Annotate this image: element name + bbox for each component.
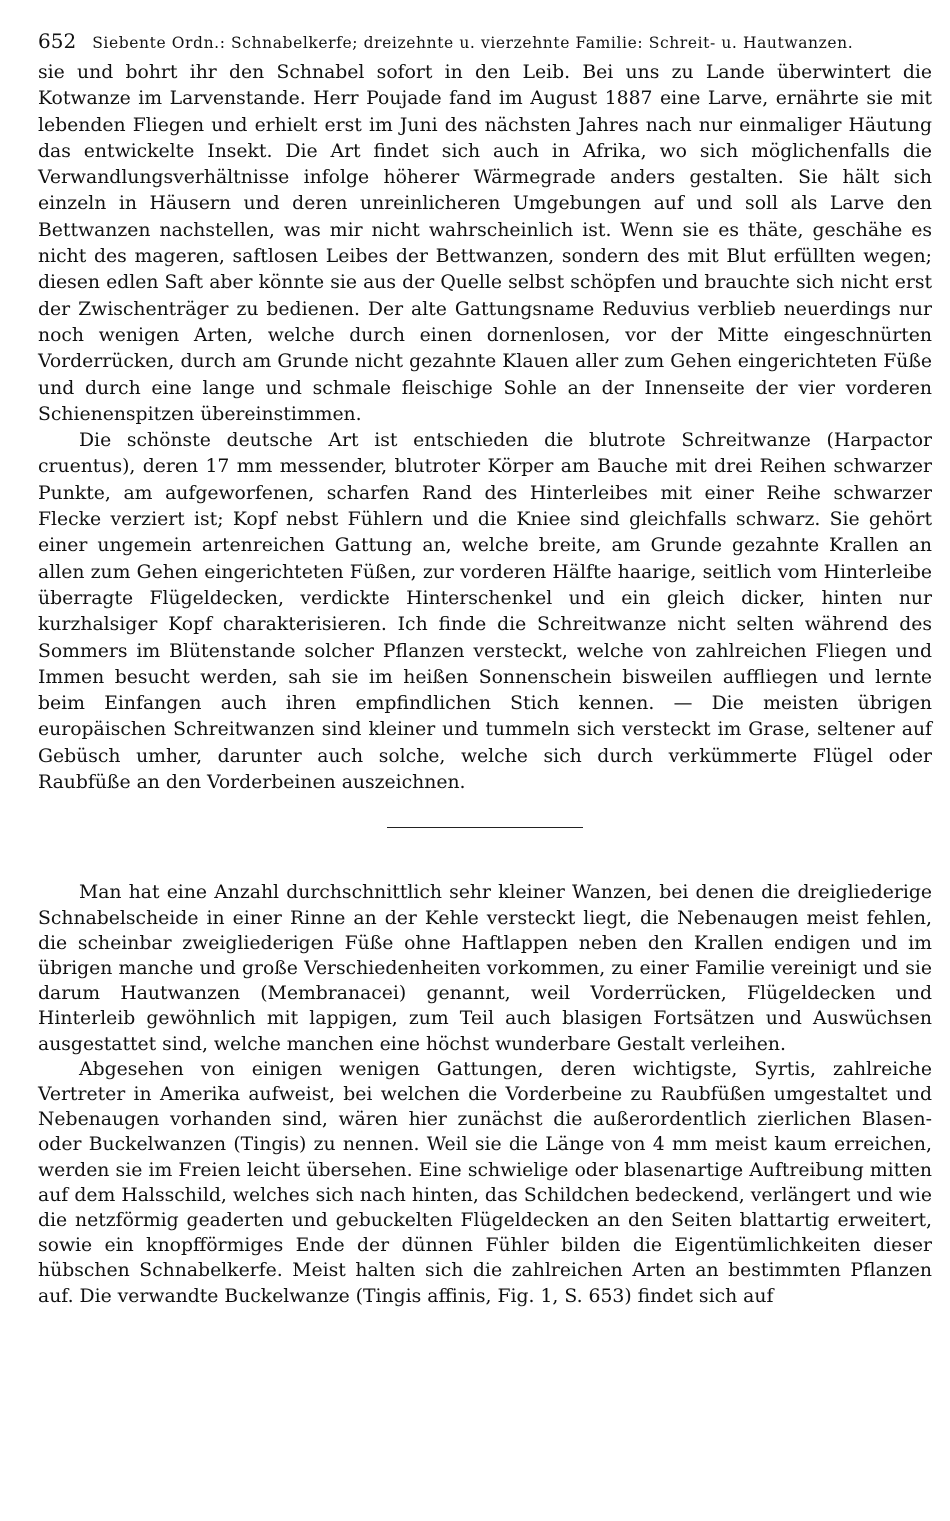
running-header — [38, 30, 932, 54]
paragraph-1: sie und bohrt ihr den Schnabel sofort in den Leib. Bei uns zu Lande überwintert die Kotwanze im Larvenstande. Herr Poujade fand im August 1887 eine Larve, ernährte sie mit lebenden Fliegen und erhielt erst im Juni des nächsten Jahres nach nur einmaliger Häutung das entwickelte Insekt. Die Art findet sich auch in Afrika, wo sich möglichenfalls die Verwandlungsverhältnisse infolge höherer Wärmegrade anders gestalten. Sie hält sich einzeln in Häusern und deren unreinlicheren Umgebungen auf und soll als Larve den Bettwanzen nachstellen, was mir nicht wahrscheinlich ist. Wenn sie es thäte, geschähe es nicht des mageren, saftlosen Leibes der Bettwanzen, sondern des mit Blut erfüllten wegen; diesen edlen Saft aber könnte sie aus der Quelle selbst schöpfen und brauchte sich nicht erst der Zwischenträger zu bedienen. Der alte Gattungsname Reduvius verblieb neuerdings nur noch wenigen Arten, welche durch einen dornenlosen, vor der Mitte eingeschnürten Vorderrücken, durch am Grunde nicht gezahnte Klauen aller zum Gehen eingerichteten Füße und durch eine lange und schmale fleischige Sohle an der Innenseite der vier vorderen Schienenspitzen übereinstimmen. — [38, 62, 932, 425]
paragraph-3: Man hat eine Anzahl durchschnittlich sehr kleiner Wanzen, bei denen die dreigliederige Schnabelscheide in einer Rinne an der Kehle versteckt liegt, die Nebenaugen meist fehlen, die scheinbar zweigliederigen Füße ohne Haftlappen neben den Krallen endigen und im übrigen manche und große Verschiedenheiten vorkommen, zu einer Familie vereinigt und sie darum Hautwanzen (Membranacei) genannt, weil Vorderrücken, Flügeldecken und Hinterleib gewöhnlich mit lappigen, zum Teil auch blasigen Fortsätzen und Auswüchsen ausgestattet sind, welche manchen eine höchst wunderbare Gestalt verleihen. — [38, 882, 932, 1055]
section-schreitwanzen — [38, 60, 932, 796]
section-divider — [387, 827, 583, 828]
running-title: Siebente Ordn.: Schnabelkerfe; dreizehnte u. vierzehnte Familie: Schreit- u. Hautwanzen. — [92, 34, 854, 52]
book-page — [38, 30, 932, 1309]
page-number: 652 — [38, 29, 77, 53]
paragraph-2: Die schönste deutsche Art ist entschieden die blutrote Schreitwanze (Harpactor cruentus), deren 17 mm messender, blutroter Körper am Bauche mit drei Reihen schwarzer Punkte, am aufgeworfenen, scharfen Rand des Hinterleibes mit einer Reihe schwarzer Flecke verziert ist; Kopf nebst Fühlern und die Kniee sind gleichfalls schwarz. Sie gehört einer ungemein artenreichen Gattung an, welche breite, am Grunde gezahnte Krallen an allen zum Gehen eingerichteten Füßen, zur vorderen Hälfte haarige, seitlich vom Hinterleibe überragte Flügeldecken, verdickte Hinterschenkel und ein gleich dicker, hinten nur kurzhalsiger Kopf charakterisieren. Ich finde die Schreitwanze nicht selten während des Sommers im Blütenstande solcher Pflanzen versteckt, welche von zahlreichen Fliegen und Immen besucht werden, sah sie im heißen Sonnenschein bisweilen auffliegen und lernte beim Einfangen auch ihren empfindlichen Stich kennen. — Die meisten übrigen europäischen Schreitwanzen sind kleiner und tummeln sich versteckt im Grase, seltener auf Gebüsch umher, darunter auch solche, welche sich durch verkümmerte Flügel oder Raubfüße an den Vorderbeinen auszeichnen. — [38, 430, 932, 794]
paragraph-4: Abgesehen von einigen wenigen Gattungen, deren wichtigste, Syrtis, zahlreiche Vertreter in Amerika aufweist, bei welchen die Vorderbeine zu Raubfüßen umgestaltet und Nebenaugen vorhanden sind, wären hier zunächst die außerordentlich zierlichen Blasen- oder Buckelwanzen (Tingis) zu nennen. Weil sie die Länge von 4 mm meist kaum erreichen, werden sie im Freien leicht übersehen. Eine schwielige oder blasenartige Auftreibung mitten auf dem Halsschild, welches sich nach hinten, das Schildchen bedeckend, verlängert und wie die netzförmig geaderten und gebuckelten Flügeldecken an den Seiten blattartig erweitert, sowie ein knopfförmiges Ende der dünnen Fühler bilden die Eigentümlichkeiten dieser hübschen Schnabelkerfe. Meist halten sich die zahlreichen Arten an bestimmten Pflanzen auf. Die verwandte Buckelwanze (Tingis affinis, Fig. 1, S. 653) findet sich auf — [38, 1058, 932, 1307]
section-hautwanzen — [38, 880, 932, 1308]
